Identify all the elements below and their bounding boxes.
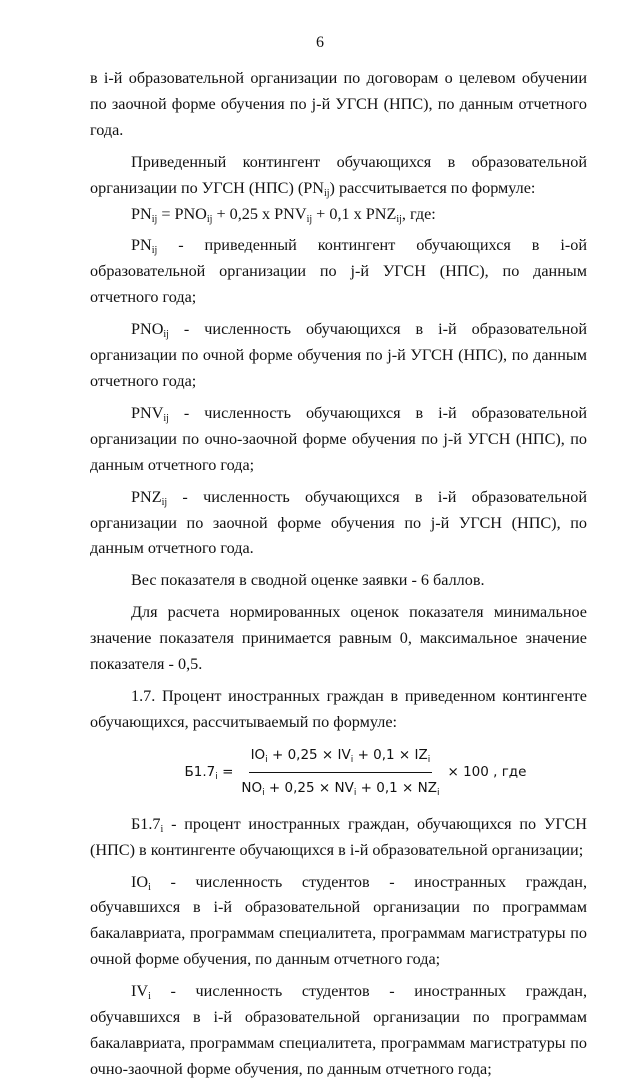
definition-iv: $IV_i$ - численность студентов - иностранных граждан, обучавшихся в i-й образовательной организации по программам бакалавриата, программам специалитета, программам магистратуры по очно-заочной форме обучения, по данным отчетного года; bbox=[90, 982, 587, 1078]
formula-b17-rhs: × 100 , где bbox=[447, 763, 527, 780]
definition-pnz: $PNZ_{ij}$ - численность обучающихся в i-й образовательной организации по заочной форме обучения по j-й УГСН (НПС), по данным отчетного года. bbox=[90, 487, 587, 558]
definition-pno: $PNO_{ij}$ - численность обучающихся в i-й образовательной организации по очной форме обучения по j-й УГСН (НПС), по данным отчетного года; bbox=[90, 320, 587, 390]
paragraph-weight: Вес показателя в сводной оценке заявки - 6 баллов. bbox=[131, 571, 485, 590]
formula-b17 bbox=[124, 740, 587, 806]
definition-b17: $Б1.7_i$ - процент иностранных граждан, обучающихся по УГСН (НПС) в контингенте обучающихся в i-й образовательной организации; bbox=[90, 814, 587, 859]
paragraph-item-1-7: 1.7. Процент иностранных граждан в приведенном контингенте обучающихся, рассчитываемый по формуле: bbox=[90, 686, 587, 731]
page-number: 6 bbox=[316, 34, 324, 51]
formula-b17-lhs: $Б1.7_i$ = bbox=[184, 763, 234, 782]
definition-pnv: $PNV_{ij}$ - численность обучающихся в i-й образовательной организации по очно-заочной форме обучения по j-й УГСН (НПС), по данным отчетного года; bbox=[90, 403, 587, 474]
paragraph-continuation: в i-й образовательной организации по договорам о целевом обучении по заочной форме обучения по j-й УГСН (НПС), по данным отчетного года. bbox=[90, 69, 587, 139]
formula-b17-denominator: $NO_i + 0,25 \times NV_i + 0,1 \times NZ_i$ bbox=[241, 780, 440, 799]
paragraph-normalization: Для расчета нормированных оценок показателя минимальное значение показателя принимается равным 0, максимальное значение показателя - 0,5. bbox=[90, 603, 587, 674]
formula-pn: $PN_{ij} = PNO_{ij} + 0,25$ x $PNV_{ij} + 0,1$ x $PNZ_{ij}$, где: bbox=[131, 204, 436, 225]
formula-b17-numerator: $IO_i + 0,25 \times IV_i + 0,1 \times IZ_i$ bbox=[249, 743, 433, 773]
definition-pn: $PN_{ij}$ - приведенный контингент обучающихся в i-ой образовательной организации по j-й УГСН (НПС), по данным отчетного года; bbox=[90, 236, 587, 307]
paragraph-reduced-contingent-intro: Приведенный контингент обучающихся в образовательной организации по УГСН (НПС) $(PN_{ij})$ рассчитывается по формуле: bbox=[90, 152, 587, 199]
document-body bbox=[90, 66, 587, 1083]
definition-io: $IO_i$ - численность студентов - иностранных граждан, обучавшихся в i-й образовательной организации по программам бакалавриата, программам специалитета, программам магистратуры по очной форме обучения, по данным отчетного года; bbox=[90, 872, 587, 969]
formula-b17-fraction bbox=[239, 743, 441, 802]
